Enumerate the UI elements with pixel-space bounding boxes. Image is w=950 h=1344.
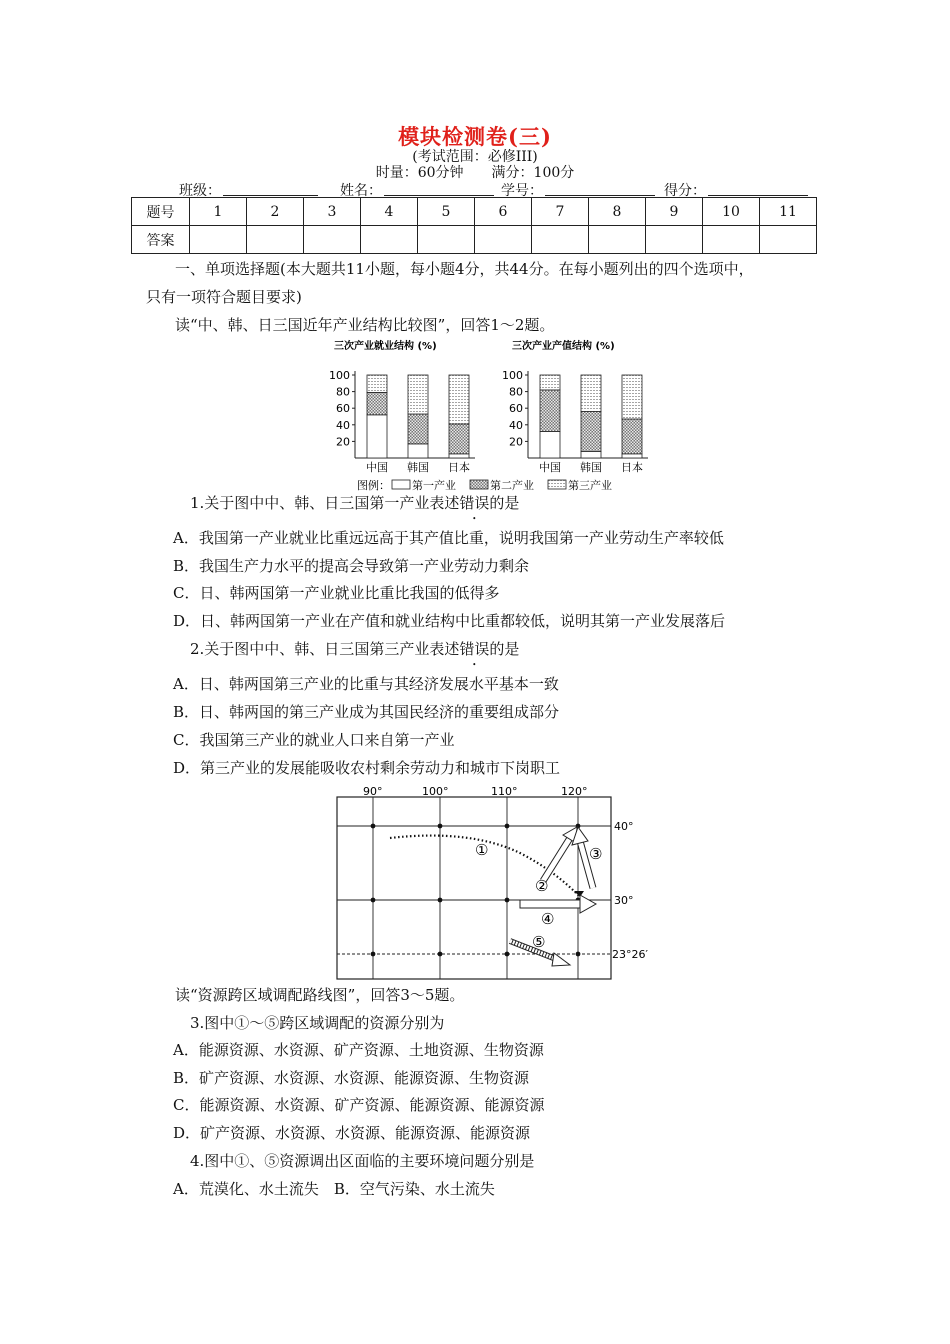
marker-1: ① (475, 841, 489, 859)
q2-option-c[interactable]: C．我国第三产业的就业人口来自第一产业 (173, 731, 455, 749)
y-tick-label: 100 (502, 369, 523, 382)
industry-structure-charts (320, 335, 670, 495)
section-instruction-cont: 只有一项符合题目要求) (146, 288, 302, 306)
q2-option-d[interactable]: D．第三产业的发展能吸收农村剩余劳动力和城市下岗职工 (173, 759, 561, 777)
question-number: 10 (703, 198, 760, 226)
bar-segment-tertiary (367, 375, 387, 392)
bar-segment-secondary (449, 424, 469, 454)
bar-segment-primary (622, 454, 642, 458)
lon-label-100: 100° (422, 785, 449, 798)
section-instruction: 一、单项选择题(本大题共11小题，每小题4分，共44分。在每小题列出的四个选项中， (175, 260, 754, 278)
answer-cell[interactable] (361, 226, 418, 254)
category-label: 日本 (448, 461, 470, 474)
question-1-stem: 1.关于图中中、韩、日三国第一产业表述错误的是 (190, 494, 520, 512)
category-label: 中国 (366, 461, 388, 474)
y-tick-label: 40 (509, 418, 523, 432)
question-number: 5 (418, 198, 475, 226)
answer-cell[interactable] (703, 226, 760, 254)
emphasis-word: 错误 (459, 640, 490, 658)
read-prompt: 读“中、韩、日三国近年产业结构比较图”，回答1～2题。 (175, 316, 555, 334)
marker-5: ⑤ (532, 933, 546, 951)
lat-label-tropic: 23°26′ (612, 948, 648, 961)
question-number: 1 (190, 198, 247, 226)
bar-segment-tertiary (622, 375, 642, 419)
emphasis-word: 错误 (459, 494, 490, 512)
row-label: 题号 (132, 198, 190, 226)
q3-option-c[interactable]: C．能源资源、水资源、矿产资源、能源资源、能源资源 (173, 1096, 545, 1114)
question-number: 7 (532, 198, 589, 226)
bar-segment-secondary (622, 419, 642, 454)
q3-option-d[interactable]: D．矿产资源、水资源、水资源、能源资源、能源资源 (173, 1124, 531, 1142)
lat-label-40: 40° (614, 820, 634, 833)
marker-4: ④ (541, 910, 555, 928)
q3-option-a[interactable]: A．能源资源、水资源、矿产资源、土地资源、生物资源 (173, 1041, 544, 1059)
answer-row (132, 226, 817, 254)
y-tick-label: 60 (336, 402, 350, 416)
category-label: 韩国 (407, 461, 429, 474)
question-number: 3 (304, 198, 361, 226)
map-frame (337, 797, 611, 979)
class-blank[interactable] (223, 195, 318, 196)
legend-item-primary: 第一产业 (412, 479, 456, 492)
row-label: 答案 (132, 226, 190, 254)
answer-cell[interactable] (304, 226, 361, 254)
chart-title: 三次产业产值结构 (%) (512, 341, 615, 352)
lat-label-30: 30° (614, 894, 634, 907)
name-blank[interactable] (384, 195, 494, 196)
q2-option-b[interactable]: B．日、韩两国的第三产业成为其国民经济的重要组成部分 (173, 703, 560, 721)
bar-segment-tertiary (408, 375, 428, 414)
marker-3: ③ (589, 845, 603, 863)
q1-option-c[interactable]: C．日、韩两国第一产业就业比重比我国的低得多 (173, 584, 500, 602)
bar-segment-primary (408, 444, 428, 458)
answer-cell[interactable] (589, 226, 646, 254)
route-4-arrow (520, 895, 596, 913)
score-blank[interactable] (708, 195, 808, 196)
q4-options-ab[interactable]: A．荒漠化、水土流失 B．空气污染、水土流失 (173, 1180, 495, 1198)
answer-cell[interactable] (247, 226, 304, 254)
answer-cell[interactable] (418, 226, 475, 254)
y-tick-label: 40 (336, 418, 350, 432)
category-label: 日本 (621, 461, 643, 474)
question-number: 4 (361, 198, 418, 226)
y-tick-label: 100 (329, 369, 350, 382)
lon-label-120: 120° (561, 785, 588, 798)
resource-route-map (330, 783, 660, 983)
time-score: 时量：60分钟 满分：100分 (375, 165, 575, 181)
number-label: 学号： (501, 183, 543, 199)
answer-cell[interactable] (760, 226, 817, 254)
legend-swatch-secondary (470, 480, 488, 489)
question-number: 6 (475, 198, 532, 226)
class-label: 班级： (179, 183, 221, 199)
y-tick-label: 80 (509, 385, 523, 399)
answer-cell[interactable] (646, 226, 703, 254)
legend-item-secondary: 第二产业 (490, 479, 534, 492)
q1-option-b[interactable]: B．我国生产力水平的提高会导致第一产业劳动力剩余 (173, 557, 530, 575)
chart-legend (357, 478, 612, 492)
question-number: 8 (589, 198, 646, 226)
route-2-arrow (543, 827, 577, 881)
question-2-stem: 2.关于图中中、韩、日三国第三产业表述错误的是 (190, 640, 520, 658)
answer-cell[interactable] (532, 226, 589, 254)
q1-option-a[interactable]: A．我国第一产业就业比重远远高于其产值比重，说明我国第一产业劳动生产率较低 (173, 529, 724, 547)
bar-segment-primary (367, 415, 387, 458)
y-tick-label: 60 (509, 402, 523, 416)
score-label: 得分： (664, 183, 706, 199)
bar-segment-secondary (408, 414, 428, 444)
lon-label-90: 90° (363, 785, 383, 798)
answer-table (131, 197, 817, 254)
legend-title: 图例： (357, 479, 390, 492)
legend-swatch-primary (392, 480, 410, 489)
name-label: 姓名： (340, 183, 382, 199)
answer-cell[interactable] (475, 226, 532, 254)
question-number: 11 (760, 198, 817, 226)
page-title: 模块检测卷(三) (398, 124, 552, 149)
bar-segment-primary (449, 454, 469, 458)
q2-option-a[interactable]: A．日、韩两国第三产业的比重与其经济发展水平基本一致 (173, 675, 559, 693)
bar-segment-primary (581, 451, 601, 458)
y-tick-label: 20 (509, 435, 523, 449)
number-blank[interactable] (545, 195, 655, 196)
bar-segment-tertiary (449, 375, 469, 424)
marker-2: ② (535, 877, 549, 895)
q1-option-d[interactable]: D．日、韩两国第一产业在产值和就业结构中比重都较低，说明其第一产业发展落后 (173, 612, 726, 630)
bar-segment-secondary (581, 412, 601, 452)
exam-scope: (考试范围：必修III) (412, 149, 538, 165)
bar-segment-secondary (367, 392, 387, 414)
answer-cell[interactable] (190, 226, 247, 254)
q3-option-b[interactable]: B．矿产资源、水资源、水资源、能源资源、生物资源 (173, 1069, 530, 1087)
lon-label-110: 110° (491, 785, 518, 798)
question-number: 2 (247, 198, 304, 226)
y-tick-label: 80 (336, 385, 350, 399)
bar-segment-tertiary (540, 375, 560, 390)
question-4-stem: 4.图中①、⑤资源调出区面临的主要环境问题分别是 (190, 1152, 535, 1170)
category-label: 中国 (539, 461, 561, 474)
y-tick-label: 20 (336, 435, 350, 449)
legend-swatch-tertiary (548, 480, 566, 489)
question-number-row (132, 198, 817, 226)
question-number: 9 (646, 198, 703, 226)
chart-title: 三次产业就业结构 (%) (334, 341, 437, 352)
legend-item-tertiary: 第三产业 (568, 479, 612, 492)
category-label: 韩国 (580, 461, 602, 474)
bar-segment-primary (540, 431, 560, 458)
read-prompt-2: 读“资源跨区域调配路线图”，回答3～5题。 (175, 986, 465, 1004)
question-3-stem: 3.图中①～⑤跨区域调配的资源分别为 (190, 1014, 445, 1032)
bar-segment-tertiary (581, 375, 601, 412)
bar-segment-secondary (540, 390, 560, 432)
